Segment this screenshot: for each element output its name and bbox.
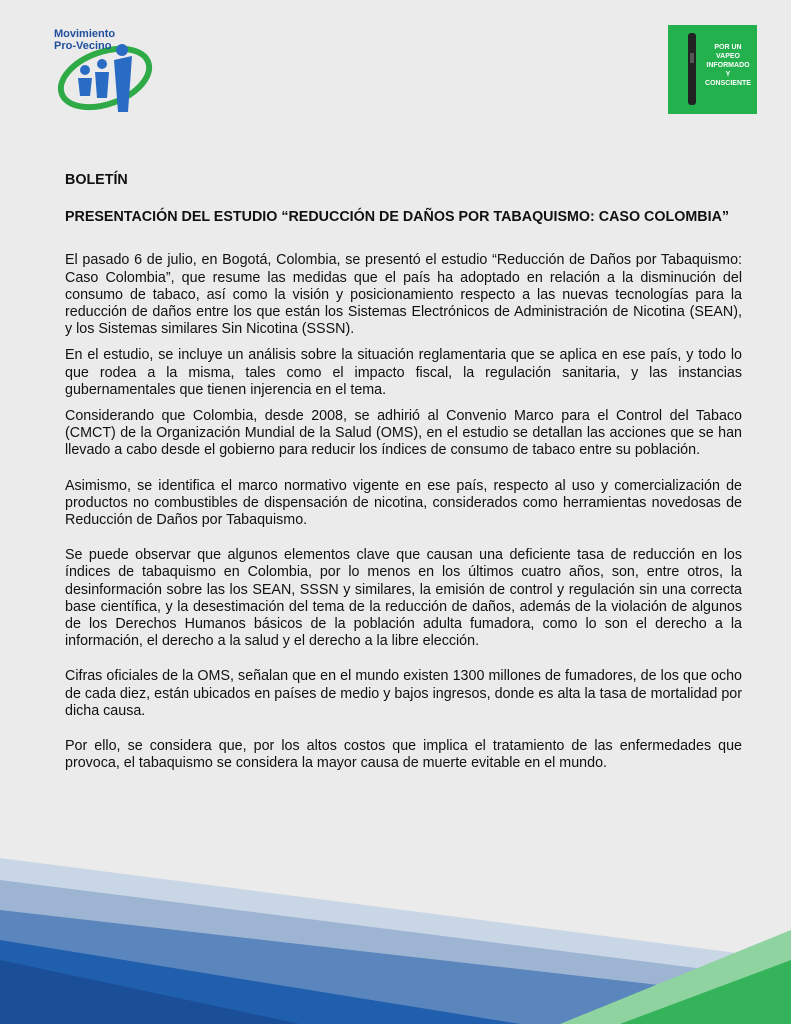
brand-name [54, 28, 115, 52]
brand-line-1: Movimiento [54, 28, 116, 40]
badge-line: CONSCIENTE [705, 80, 751, 87]
paragraph: Cifras oficiales de la OMS, señalan que en el mundo existen 1300 millones de fumadores, de los que ocho de cada diez, están ubicados en países de medio y bajos ingresos, donde es alta la tasa de mortalidad por dicha causa. [65, 668, 742, 719]
brand-line-2: Pro-Vecino [54, 40, 112, 52]
footer-wave-decoration [0, 850, 791, 1024]
badge-line: POR UN [714, 44, 742, 51]
badge-text [702, 43, 754, 88]
paragraph: Por ello, se considera que, por los altos costos que implica el tratamiento de las enfermedades que provoca, el tabaquismo se considera la mayor causa de muerte evitable en el mundo. [65, 738, 742, 772]
vapeo-informado-badge [668, 25, 757, 114]
movimiento-pro-vecino-logo [50, 20, 160, 120]
vape-pen-icon [688, 33, 696, 105]
badge-line: Y [725, 71, 731, 78]
bulletin-body [65, 172, 742, 781]
badge-line: INFORMADO [706, 62, 750, 69]
paragraph: Asimismo, se identifica el marco normativo vigente en ese país, respecto al uso y comercialización de productos no combustibles de dispensación de nicotina, considerados como herramientas novedosas de Reducción de Daños por Tabaquismo. [65, 477, 742, 529]
paragraph: Considerando que Colombia, desde 2008, se adhirió al Convenio Marco para el Control del Tabaco (CMCT) de la Organización Mundial de la Salud (OMS), en el estudio se detallan las acciones que se han llevado a cabo desde el gobierno para reducir los índices de consumo de tabaco entre su población. [65, 408, 742, 459]
paragraph: El pasado 6 de julio, en Bogotá, Colombia, se presentó el estudio “Reducción de Daños por Tabaquismo: Caso Colombia”, que resume las medidas que el país ha adoptado en relación a la disminución del consumo de tabaco, así como la visión y posicionamiento respecto a las nuevas tecnologías para la reducción de daños entre los que están los Sistemas Electrónicos de Administración de Nicotina (SEAN), y los Sistemas similares Sin Nicotina (SSSN). [65, 252, 742, 338]
paragraph: En el estudio, se incluye un análisis sobre la situación reglamentaria que se aplica en ese país, y todo lo que rodea a la misma, tales como el impacto fiscal, la regulación sanitaria, y las instancias gubernamentales que tienen injerencia en el tema. [65, 347, 742, 398]
badge-line: VAPEO [716, 53, 740, 60]
paragraph: Se puede observar que algunos elementos clave que causan una deficiente tasa de reducción en los índices de tabaquismo en Colombia, por lo menos en los últimos cuatro años, son, entre otros, la desinformación sobre las los SEAN, SSSN y similares, la emisión de control y regulación sin una correcta base científica, y la desestimación del tema de la reducción de daños, además de la violación de algunos de los Derechos Humanos básicos de la población adulta fumadora, como lo son el derecho a la información, el derecho a la salud y el derecho a la libre elección. [65, 547, 742, 650]
bulletin-label: BOLETÍN [65, 172, 128, 188]
bulletin-title: PRESENTACIÓN DEL ESTUDIO “REDUCCIÓN DE DAÑOS POR TABAQUISMO: CASO COLOMBIA” [65, 209, 730, 226]
